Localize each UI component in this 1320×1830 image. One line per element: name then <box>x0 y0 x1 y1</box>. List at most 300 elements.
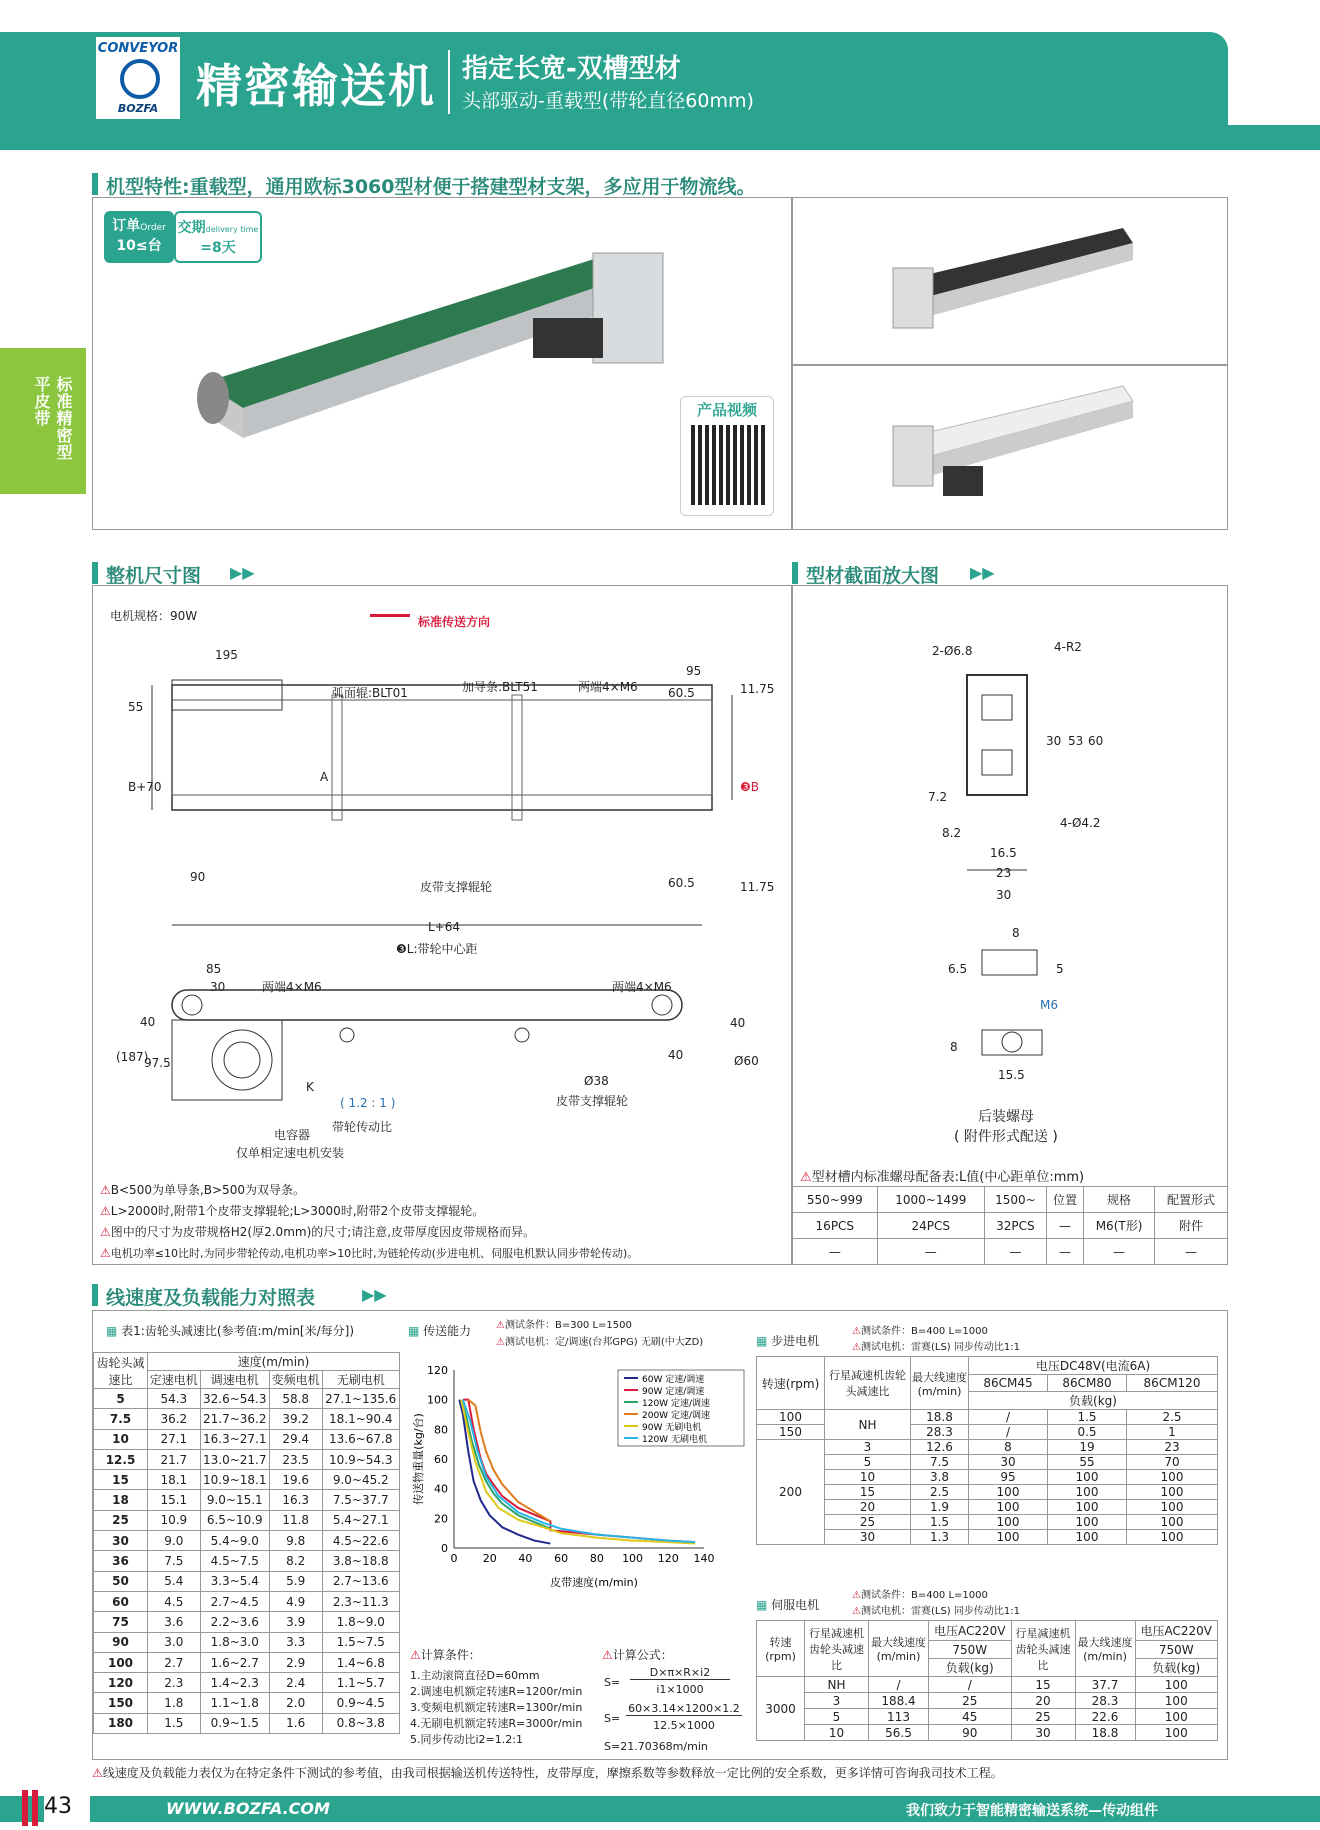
chart-cond-1: ⚠测试条件：B=300 L=1500 <box>496 1320 632 1331</box>
table-cell: 1.5 <box>148 1713 201 1733</box>
table-row <box>757 1693 1218 1709</box>
table-row <box>94 1470 400 1490</box>
table-cell: 23.5 <box>269 1449 322 1469</box>
x-tick-label: 80 <box>589 1552 604 1565</box>
table-cell: 28.3 <box>911 1425 969 1440</box>
profile-dim-30: 30 <box>1046 734 1062 748</box>
table-cell: 2.2~3.6 <box>200 1612 269 1632</box>
table-cell: 3.9 <box>269 1612 322 1632</box>
table-cell: 1.8~9.0 <box>322 1612 400 1632</box>
note-item: ⚠图中的尺寸为皮带规格H2(厚2.0mm)的尺寸;请注意,皮带厚度因皮带规格而异。 <box>100 1225 536 1239</box>
dim-187: (187) <box>116 1050 149 1064</box>
table-cell: 28.3 <box>1075 1693 1135 1709</box>
dim-85: 85 <box>206 962 222 976</box>
table-row <box>94 1713 400 1733</box>
table-cell: 75 <box>94 1612 148 1632</box>
table-cell: 15 <box>1011 1677 1075 1693</box>
table-cell: 7.5 <box>911 1455 969 1470</box>
table-cell: 32.6~54.3 <box>200 1389 269 1409</box>
table-cell: 2.5 <box>911 1485 969 1500</box>
table-cell: 20 <box>825 1500 911 1515</box>
side-tab-col2: 标准精密型 <box>54 376 73 461</box>
conveying-capacity-chart <box>406 1360 746 1630</box>
table-row <box>94 1389 400 1409</box>
nut-dim-15-5: 15.5 <box>998 1068 1025 1082</box>
label-guide: 加导条:BLT51 <box>462 680 538 694</box>
table-cell: 188.4 <box>869 1693 929 1709</box>
footer-slogan: 我们致力于智能精密输送系统—传动组件 <box>906 1803 1158 1819</box>
series-line <box>463 1400 695 1542</box>
table-cell: / <box>869 1677 929 1693</box>
stepper-table: 转速(rpm) 行星减速机齿轮头减速比 最大线速度(m/min) 电压DC48V(电流6A) 86CM45 86CM80 86CM120 负载(kg) 100 NH 18.8 / 1.5 2.5 150 28.3 / 0.5 1 200 3 12.6 8 19 23 5 7.5 30 55 70 10 3.8 95 100 100 15 2.5 100 100 100 20 1.9 100 100 100 25 1.5 100 100 100 30 1.3 100 100 100 <box>756 1356 1218 1545</box>
table-cell: 1.5 <box>1048 1410 1127 1425</box>
formula-den1: i1×1000 <box>656 1683 704 1696</box>
table-cell: 4.9 <box>269 1591 322 1611</box>
calc-title: ⚠计算条件： <box>410 1648 481 1662</box>
table-cell: 1.1~1.8 <box>200 1693 269 1713</box>
nut-dim-5: 5 <box>1056 962 1064 976</box>
table-cell: 4.5 <box>148 1591 201 1611</box>
stepper-title: ▦ 步进电机 <box>756 1334 820 1348</box>
page-subtitle-2: 头部驱动-重载型(带轮直径60mm) <box>462 90 754 112</box>
nut-dim-8: 8 <box>1012 926 1020 940</box>
qr-code-icon <box>691 425 765 505</box>
table-cell: 8.2 <box>269 1551 322 1571</box>
order-label: 订单 <box>112 218 141 234</box>
table-cell: 19.6 <box>269 1470 322 1490</box>
dim-notes <box>100 1180 790 1264</box>
table-cell: 0.5 <box>1048 1425 1127 1440</box>
series-line <box>463 1400 695 1542</box>
table-cell: 5 <box>825 1455 911 1470</box>
table-cell: 95 <box>969 1470 1048 1485</box>
delivery-value: =8天 <box>200 240 236 256</box>
y-tick-label: 80 <box>434 1423 448 1437</box>
nut-caption-2: ( 附件形式配送 ) <box>954 1129 1058 1145</box>
y-axis-label: 传送物重量(kg/台) <box>412 1413 425 1505</box>
dim-l64: L+64 <box>428 920 461 934</box>
direction-label: 标准传送方向 <box>418 615 491 629</box>
table-cell: 3.6 <box>148 1612 201 1632</box>
table-cell: 7.5 <box>148 1551 201 1571</box>
table-cell: 21.7~36.2 <box>200 1409 269 1429</box>
table-cell: 5.4~9.0 <box>200 1531 269 1551</box>
dim-97-5: 97.5 <box>144 1056 171 1070</box>
table-cell: 3.8~18.8 <box>322 1551 400 1571</box>
formula-den2: 12.5×1000 <box>653 1719 715 1732</box>
nut-caption: 后装螺母 <box>978 1109 1034 1125</box>
profile-dim-7-2: 7.2 <box>928 790 948 804</box>
page-number: 43 <box>44 1788 90 1828</box>
table-cell: 200 <box>757 1440 825 1545</box>
table-cell: 180 <box>94 1713 148 1733</box>
table-cell: 25 <box>825 1515 911 1530</box>
table-cell: 30 <box>969 1455 1048 1470</box>
warning-icon: ⚠ <box>100 1225 111 1239</box>
gear-ratio-table: 齿轮头减速比 速度(m/min) 定速电机 调速电机 变频电机 无刷电机 5 54.3 32.6~54.3 58.8 27.1~135.6 7.5 36.2 21.7~36.2 39.2 18.1~90.4 10 27.1 16.3~27.1 29.4 13.6~67.8 12.5 21.7 13.0~21.7 23.5 10.9~54.3 15 18.1 10.9~18.1 19.6 9.0~45.2 18 15.1 9.0~15.1 16.3 7.5~37.7 25 10.9 6.5~10.9 11.8 5.4~27.1 30 9.0 5.4~9.0 9.8 4.5~22.6 36 7.5 4.5~7.5 8.2 3.8~18.8 50 5.4 3.3~5.4 5.9 2.7~13.6 60 4.5 2.7~4.5 4.9 2.3~11.3 75 3.6 2.2~3.6 3.9 1.8~9.0 90 3.0 1.8~3.0 3.3 1.5~7.5 100 2.7 1.6~2.7 2.9 1.4~6.8 120 2.3 1.4~2.3 2.4 1.1~5.7 150 1.8 1.1~1.8 2.0 0.9~4.5 180 1.5 0.9~1.5 1.6 0.8~3.8 <box>93 1352 400 1734</box>
warning-icon: ⚠ <box>100 1246 111 1260</box>
formula-num2: 60×3.14×1200×1.2 <box>626 1702 742 1716</box>
table-cell: 1.1~5.7 <box>322 1673 400 1693</box>
table-row <box>757 1725 1218 1741</box>
servo-cond-2: ⚠测试电机：雷赛(LS) 同步传动比1:1 <box>852 1606 1020 1617</box>
heading-arrow-icon: ▶▶ <box>230 563 255 582</box>
table-row <box>94 1591 400 1611</box>
table-cell: 3000 <box>757 1677 805 1741</box>
logo-top-text: CONVEYOR <box>97 41 179 56</box>
table-row <box>94 1429 400 1449</box>
table-cell: 9.8 <box>269 1531 322 1551</box>
table-cell: 100 <box>1127 1485 1218 1500</box>
table-cell: 58.8 <box>269 1389 322 1409</box>
table-cell: 100 <box>969 1485 1048 1500</box>
dim-90: 90 <box>190 870 206 884</box>
table-cell: 22.6 <box>1075 1709 1135 1725</box>
table-cell: 25 <box>94 1510 148 1530</box>
profile-radius: 4-R2 <box>1054 640 1082 654</box>
table-cell: 100 <box>757 1410 825 1425</box>
table-row <box>757 1677 1218 1693</box>
table-cell: 2.5 <box>1127 1410 1218 1425</box>
table-cell: 16.3~27.1 <box>200 1429 269 1449</box>
table-row <box>757 1485 1218 1500</box>
chart-cond-2: ⚠测试电机：定/调速(台邦GPG) 无刷(中大ZD) <box>496 1337 704 1348</box>
profile-heading: 型材截面放大图 <box>806 565 940 587</box>
legend-label: 90W 无刷电机 <box>642 1423 702 1433</box>
table-cell: 3.3~5.4 <box>200 1571 269 1591</box>
nut-dim-6-5: 6.5 <box>948 962 968 976</box>
table-cell: 10.9 <box>148 1510 201 1530</box>
table-cell: 1.6 <box>269 1713 322 1733</box>
table-cell: 18.8 <box>1075 1725 1135 1741</box>
brand-logo <box>94 35 182 121</box>
table-cell: 0.9~4.5 <box>322 1693 400 1713</box>
table-cell: 12.6 <box>911 1440 969 1455</box>
formula-title: ⚠计算公式： <box>602 1648 673 1662</box>
y-tick-label: 100 <box>427 1393 448 1407</box>
table-row <box>757 1515 1218 1530</box>
side-category-tab <box>0 348 86 494</box>
table-cell: 13.0~21.7 <box>200 1449 269 1469</box>
product-image-3 <box>792 365 1228 530</box>
table-cell: 2.4 <box>269 1673 322 1693</box>
table-cell: 3 <box>825 1440 911 1455</box>
dim-40: 40 <box>140 1015 156 1029</box>
table-cell: 100 <box>1127 1515 1218 1530</box>
table-cell: 9.0~15.1 <box>200 1490 269 1510</box>
note-item: ⚠B<500为单导条,B>500为双导条。 <box>100 1183 305 1197</box>
profile-dim-30b: 30 <box>996 888 1012 902</box>
table-cell: 100 <box>1127 1500 1218 1515</box>
table-cell: 18.1~90.4 <box>322 1409 400 1429</box>
series-line <box>461 1400 550 1529</box>
table-cell: 1.3 <box>911 1530 969 1545</box>
table-cell: 21.7 <box>148 1449 201 1469</box>
stepper-cond-1: ⚠测试条件：B=400 L=1000 <box>852 1326 988 1337</box>
calc-lines: 1.主动滚筒直径D=60mm 2.调速电机额定转速R=1200r/min 3.变频电机额定转速R=1300r/min 4.无刷电机额定转速R=3000r/min 5.同步传动比i2=1.2:1 <box>410 1669 583 1746</box>
page-title: 精密输送机 <box>196 59 436 113</box>
table-cell: 1.4~2.3 <box>200 1673 269 1693</box>
table-cell: 90 <box>94 1632 148 1652</box>
table-cell: 100 <box>969 1500 1048 1515</box>
table-cell: 39.2 <box>269 1409 322 1429</box>
table-cell: 5 <box>805 1709 869 1725</box>
profile-dim-53: 53 <box>1068 734 1084 748</box>
table-cell: 2.3 <box>148 1673 201 1693</box>
order-value: 10≤台 <box>116 238 162 254</box>
table-row <box>757 1530 1218 1545</box>
label-support-roller-2: 皮带支撑辊轮 <box>556 1094 629 1108</box>
dim-a: A <box>320 770 329 784</box>
delivery-label-en: delivery time <box>205 225 259 234</box>
table-cell: 10 <box>825 1470 911 1485</box>
table-row <box>94 1449 400 1469</box>
table-cell: 5.9 <box>269 1571 322 1591</box>
order-label-en: Order <box>140 223 166 233</box>
table1-title: ▦ 表1:齿轮头减速比(参考值:m/min[米/每分]) <box>106 1324 355 1338</box>
label-ends-m6-left: 两端4×M6 <box>262 980 322 994</box>
table-row <box>94 1551 400 1571</box>
table-row <box>757 1440 1218 1455</box>
table-cell: 19 <box>1048 1440 1127 1455</box>
table-cell: 27.1~135.6 <box>322 1389 400 1409</box>
table-row <box>94 1612 400 1632</box>
table-cell: 18.1 <box>148 1470 201 1490</box>
page-subtitle-1: 指定长宽-双槽型材 <box>462 54 681 84</box>
note-item: ⚠L>2000时,附带1个皮带支撑辊轮;L>3000时,附带2个皮带支撑辊轮。 <box>100 1204 485 1218</box>
table-icon: ▦ <box>106 1324 122 1338</box>
direction-arrow-icon <box>370 614 410 617</box>
table-cell: 100 <box>94 1652 148 1672</box>
table-row <box>757 1500 1218 1515</box>
dim-95: 95 <box>686 664 702 678</box>
dim-b70: B+70 <box>128 780 162 794</box>
y-tick-label: 40 <box>434 1482 448 1496</box>
section-marker <box>92 562 98 584</box>
table-cell: 10 <box>94 1429 148 1449</box>
nut-dim-8b: 8 <box>950 1040 958 1054</box>
table-cell: 90 <box>929 1725 1012 1741</box>
table-cell: 2.7~4.5 <box>200 1591 269 1611</box>
table-cell: 5.4~27.1 <box>322 1510 400 1530</box>
table-cell: 100 <box>1048 1530 1127 1545</box>
table-cell: 3.3 <box>269 1632 322 1652</box>
conveyor-illustration-3 <box>793 366 1229 531</box>
table-cell: 20 <box>1011 1693 1075 1709</box>
table-cell: 15.1 <box>148 1490 201 1510</box>
nut-table: 550~999 1000~1499 1500~ 位置 规格 配置形式 16PCS 24PCS 32PCS — M6(T形) 附件 — — — — — — <box>792 1186 1228 1265</box>
footer-marker <box>22 1790 28 1826</box>
table-cell: 9.0 <box>148 1531 201 1551</box>
table-cell: 36.2 <box>148 1409 201 1429</box>
table-row <box>94 1409 400 1429</box>
logo-mark-icon <box>120 59 160 99</box>
dim-30: 30 <box>210 980 226 994</box>
table-row <box>94 1693 400 1713</box>
table-row <box>757 1455 1218 1470</box>
ratio-value: ( 1.2 : 1 ) <box>340 1096 396 1110</box>
x-axis-label: 皮带速度(m/min) <box>550 1576 638 1589</box>
table-cell: 2.7 <box>148 1652 201 1672</box>
legend-label: 90W 定速/调速 <box>642 1387 705 1397</box>
label-ends-m6: 两端4×M6 <box>578 680 638 694</box>
table-cell: 15 <box>94 1470 148 1490</box>
table-cell: 3 <box>805 1693 869 1709</box>
table-cell: 2.0 <box>269 1693 322 1713</box>
speed-heading: 线速度及负载能力对照表 <box>106 1287 316 1309</box>
table-row <box>757 1410 1218 1425</box>
dim-b: ❸B <box>740 780 759 794</box>
table-cell: 100 <box>1127 1470 1218 1485</box>
footer-url[interactable]: WWW.BOZFA.COM <box>166 1799 330 1818</box>
table-cell: 55 <box>1048 1455 1127 1470</box>
table-cell: 25 <box>1011 1709 1075 1725</box>
note-item: ⚠电机功率≤10比时,为同步带轮传动,电机功率>10比时,为链轮传动(步进电机、伺服电机默认同步带轮传动)。 <box>100 1246 639 1260</box>
table-row <box>94 1490 400 1510</box>
footer-marker <box>32 1790 38 1826</box>
table-cell: 30 <box>94 1531 148 1551</box>
side-tab-col1: 平皮带 <box>32 376 51 427</box>
table-cell: 30 <box>825 1530 911 1545</box>
dim-11-75: 11.75 <box>740 682 775 696</box>
motor-spec: 电机规格：90W <box>110 609 198 623</box>
delivery-badge <box>174 211 262 263</box>
table-cell: 1.5 <box>911 1515 969 1530</box>
table-row <box>94 1510 400 1530</box>
table-cell: 1 <box>1127 1425 1218 1440</box>
dim-195: 195 <box>215 648 238 662</box>
dim-dia-38: Ø38 <box>584 1074 609 1088</box>
x-tick-label: 100 <box>622 1552 644 1565</box>
table-cell: 5 <box>94 1389 148 1409</box>
video-label: 产品视频 <box>696 401 757 419</box>
table-cell: 50 <box>94 1571 148 1591</box>
table-cell: 4.5~7.5 <box>200 1551 269 1571</box>
dim-40b: 40 <box>730 1016 746 1030</box>
table-cell: 29.4 <box>269 1429 322 1449</box>
table-cell: NH <box>805 1677 869 1693</box>
table-cell: 13.6~67.8 <box>322 1429 400 1449</box>
table-cell: 2.3~11.3 <box>322 1591 400 1611</box>
table-cell: 113 <box>869 1709 929 1725</box>
table-cell: 18.8 <box>911 1410 969 1425</box>
dim-k: K <box>306 1080 314 1094</box>
table-cell: 0.8~3.8 <box>322 1713 400 1733</box>
legend-label: 120W 无刷电机 <box>642 1435 707 1445</box>
profile-hole-1: 2-Ø6.8 <box>932 644 973 658</box>
formula-s2: S= <box>604 1712 621 1725</box>
table-row <box>94 1571 400 1591</box>
table-cell: 70 <box>1127 1455 1218 1470</box>
table-row <box>94 1673 400 1693</box>
nut-m6: M6 <box>1040 998 1058 1012</box>
conveyor-illustration-2 <box>793 198 1229 366</box>
x-tick-label: 60 <box>554 1552 569 1565</box>
profile-dim-60: 60 <box>1088 734 1104 748</box>
table-cell: 23 <box>1127 1440 1218 1455</box>
product-video-qr[interactable] <box>680 396 774 516</box>
y-tick-label: 60 <box>434 1453 448 1466</box>
table-cell: 1.8 <box>148 1693 201 1713</box>
formula-s1: S= <box>604 1676 621 1689</box>
table-cell: / <box>969 1410 1048 1425</box>
capacitor-label: 电容器 <box>274 1128 311 1142</box>
capacitor-note: 仅单相定速电机安装 <box>236 1146 345 1160</box>
table-row <box>94 1531 400 1551</box>
table-cell: 3.8 <box>911 1470 969 1485</box>
profile-dim-16-5: 16.5 <box>990 846 1017 860</box>
table-row <box>94 1652 400 1672</box>
table-cell: / <box>969 1425 1048 1440</box>
table-cell: 5.4 <box>148 1571 201 1591</box>
table-cell: 10.9~54.3 <box>322 1449 400 1469</box>
header-band-bottom <box>0 125 1320 150</box>
table-cell: 1.4~6.8 <box>322 1652 400 1672</box>
table-row <box>94 1632 400 1652</box>
table-cell: NH <box>825 1410 911 1440</box>
table-cell: 6.5~10.9 <box>200 1510 269 1530</box>
profile-dim-23: 23 <box>996 866 1012 880</box>
table-cell: 100 <box>1048 1470 1127 1485</box>
logo-bottom-text: BOZFA <box>117 102 159 115</box>
heading-arrow-icon: ▶▶ <box>362 1285 387 1304</box>
chart-icon: ▦ <box>408 1324 424 1338</box>
table-cell: 1.9 <box>911 1500 969 1515</box>
table-cell: 1.5~7.5 <box>322 1632 400 1652</box>
dim-11-75b: 11.75 <box>740 880 775 894</box>
legend-label: 60W 定速/调速 <box>642 1375 705 1385</box>
table-cell: 100 <box>1135 1693 1218 1709</box>
table-cell: 37.7 <box>1075 1677 1135 1693</box>
table-cell: 54.3 <box>148 1389 201 1409</box>
label-ends-m6-right: 两端4×M6 <box>612 980 672 994</box>
x-tick-label: 140 <box>693 1552 715 1565</box>
section-marker <box>92 1284 98 1306</box>
dim-60-5: 60.5 <box>668 686 695 700</box>
dim-heading: 整机尺寸图 <box>106 565 202 587</box>
dim-dia-60: Ø60 <box>734 1054 759 1068</box>
label-support-roller: 皮带支撑辊轮 <box>420 880 493 894</box>
table-cell: 2.7~13.6 <box>322 1571 400 1591</box>
table-cell: 120 <box>94 1673 148 1693</box>
table-cell: 12.5 <box>94 1449 148 1469</box>
legend-label: 120W 定速/调速 <box>642 1399 710 1409</box>
delivery-label: 交期 <box>177 220 206 236</box>
warning-icon: ⚠ <box>800 1170 812 1185</box>
profile-hole-2: 4-Ø4.2 <box>1060 816 1101 830</box>
table-cell: 10 <box>805 1725 869 1741</box>
dim-l-center: ❸L:带轮中心距 <box>396 942 478 956</box>
table-cell: 1.6~2.7 <box>200 1652 269 1672</box>
chart-title: ▦ 传送能力 <box>408 1324 472 1338</box>
table-cell: 100 <box>1135 1677 1218 1693</box>
table-cell: 100 <box>1048 1485 1127 1500</box>
heading-arrow-icon: ▶▶ <box>970 563 995 582</box>
nut-table-title: ⚠型材槽内标准螺母配备表:L值(中心距单位:mm) <box>800 1170 1085 1185</box>
table-cell: 2.9 <box>269 1652 322 1672</box>
table-row <box>757 1709 1218 1725</box>
x-tick-label: 40 <box>518 1552 533 1565</box>
y-tick-label: 120 <box>427 1364 448 1377</box>
table-cell: 0.9~1.5 <box>200 1713 269 1733</box>
legend-label: 200W 定速/调速 <box>642 1411 710 1421</box>
formula-num1: D×π×R×i2 <box>630 1666 730 1680</box>
label-arc-roller: 弧面辊:BLT01 <box>332 686 408 700</box>
order-badge <box>104 211 174 263</box>
table-cell: 100 <box>969 1530 1048 1545</box>
features-heading: 机型特性:重载型，通用欧标3060型材便于搭建型材支架，多应用于物流线。 <box>106 176 756 198</box>
x-tick-label: 120 <box>657 1552 679 1565</box>
